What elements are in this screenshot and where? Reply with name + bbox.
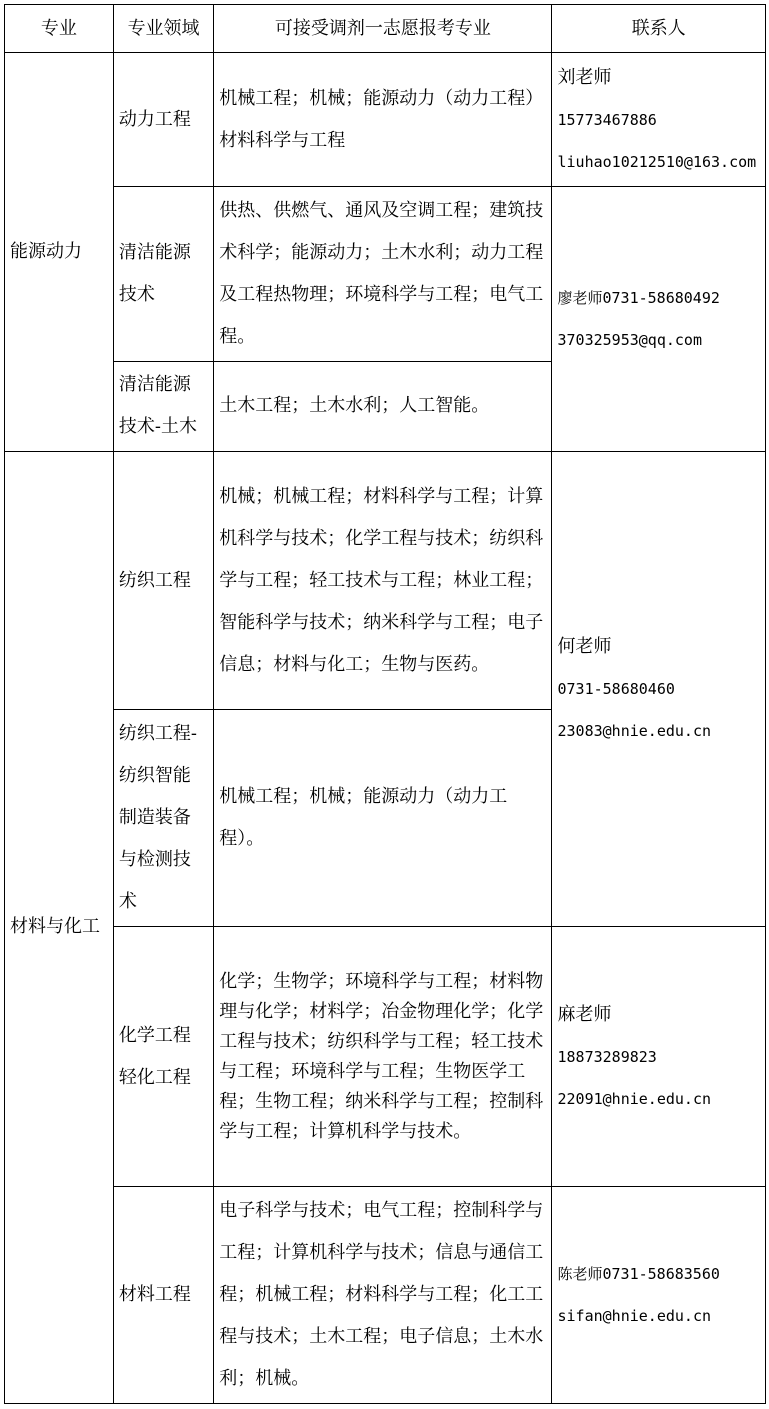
- accept-cell: 供热、供燃气、通风及空调工程；建筑技术科学；能源动力；土木水利；动力工程及工程热物理；环境科学与工程；电气工程。: [214, 187, 552, 361]
- contact-cell: [552, 451, 766, 926]
- header-field: 专业领域: [113, 5, 213, 53]
- contact-phone: 18873289823: [557, 1047, 657, 1066]
- major-cell: 能源动力: [5, 53, 114, 452]
- contact-name: 何老师: [557, 635, 612, 657]
- table-header-row: [5, 5, 766, 53]
- field-cell: 清洁能源技术: [113, 187, 213, 361]
- contact-email: liuhao10212510@163.com: [557, 152, 757, 171]
- contact-email: sifan@hnie.edu.cn: [557, 1307, 712, 1326]
- contact-cell: [552, 187, 766, 452]
- accept-cell: 化学；生物学；环境科学与工程；材料物理与化学；材料学；冶金物理化学；化学工程与技术；纺织科学与工程；轻工技术与工程；环境科学与工程；生物医学工程；生物工程；纳米科学与工程；控制科学与工程；计算机科学与技术。: [214, 926, 552, 1187]
- table-row: [5, 1187, 766, 1404]
- accept-cell: 土木工程；土木水利；人工智能。: [214, 361, 552, 451]
- contact-cell: [552, 53, 766, 187]
- table-row: [5, 451, 766, 710]
- contact-name-phone: 陈老师0731-58683560: [557, 1265, 720, 1284]
- header-contact: 联系人: [552, 5, 766, 53]
- field-cell: 动力工程: [113, 53, 213, 187]
- accept-cell: 机械工程；机械；能源动力（动力工程）。: [214, 710, 552, 926]
- table-row: [5, 926, 766, 1187]
- table-row: [5, 53, 766, 187]
- field-cell: 材料工程: [113, 1187, 213, 1404]
- field-cell: [113, 926, 213, 1187]
- accept-line: 材料科学与工程: [219, 129, 346, 151]
- header-major: 专业: [5, 5, 114, 53]
- accept-line: 机械工程；机械；能源动力（动力工程）: [219, 87, 544, 109]
- adjustment-table: [4, 4, 766, 1404]
- field-line: 化学工程: [118, 1024, 191, 1046]
- contact-phone: 15773467886: [557, 110, 657, 129]
- contact-email: 23083@hnie.edu.cn: [557, 721, 712, 740]
- accept-cell: [214, 53, 552, 187]
- contact-email: 22091@hnie.edu.cn: [557, 1089, 712, 1108]
- contact-email: 370325953@qq.com: [557, 331, 702, 350]
- major-cell: 材料与化工: [5, 451, 114, 1403]
- field-line: 轻化工程: [118, 1066, 191, 1088]
- field-cell: 纺织工程-纺织智能制造装备与检测技术: [113, 710, 213, 926]
- accept-cell: 电子科学与技术；电气工程；控制科学与工程；计算机科学与技术；信息与通信工程；机械工程；材料科学与工程；化工工程与技术；土木工程；电子信息；土木水利；机械。: [214, 1187, 552, 1404]
- contact-cell: [552, 1187, 766, 1404]
- contact-name: 麻老师: [557, 1003, 612, 1025]
- header-accept: 可接受调剂一志愿报考专业: [214, 5, 552, 53]
- contact-name: 刘老师: [557, 66, 612, 88]
- contact-phone: 0731-58680460: [557, 679, 675, 698]
- contact-cell: [552, 926, 766, 1187]
- field-cell: 纺织工程: [113, 451, 213, 710]
- field-cell: 清洁能源技术-土木: [113, 361, 213, 451]
- table-row: [5, 187, 766, 361]
- accept-cell: 机械；机械工程；材料科学与工程；计算机科学与技术；化学工程与技术；纺织科学与工程；轻工技术与工程；林业工程；智能科学与技术；纳米科学与工程；电子信息；材料与化工；生物与医药。: [214, 451, 552, 710]
- contact-name-phone: 廖老师0731-58680492: [557, 289, 720, 308]
